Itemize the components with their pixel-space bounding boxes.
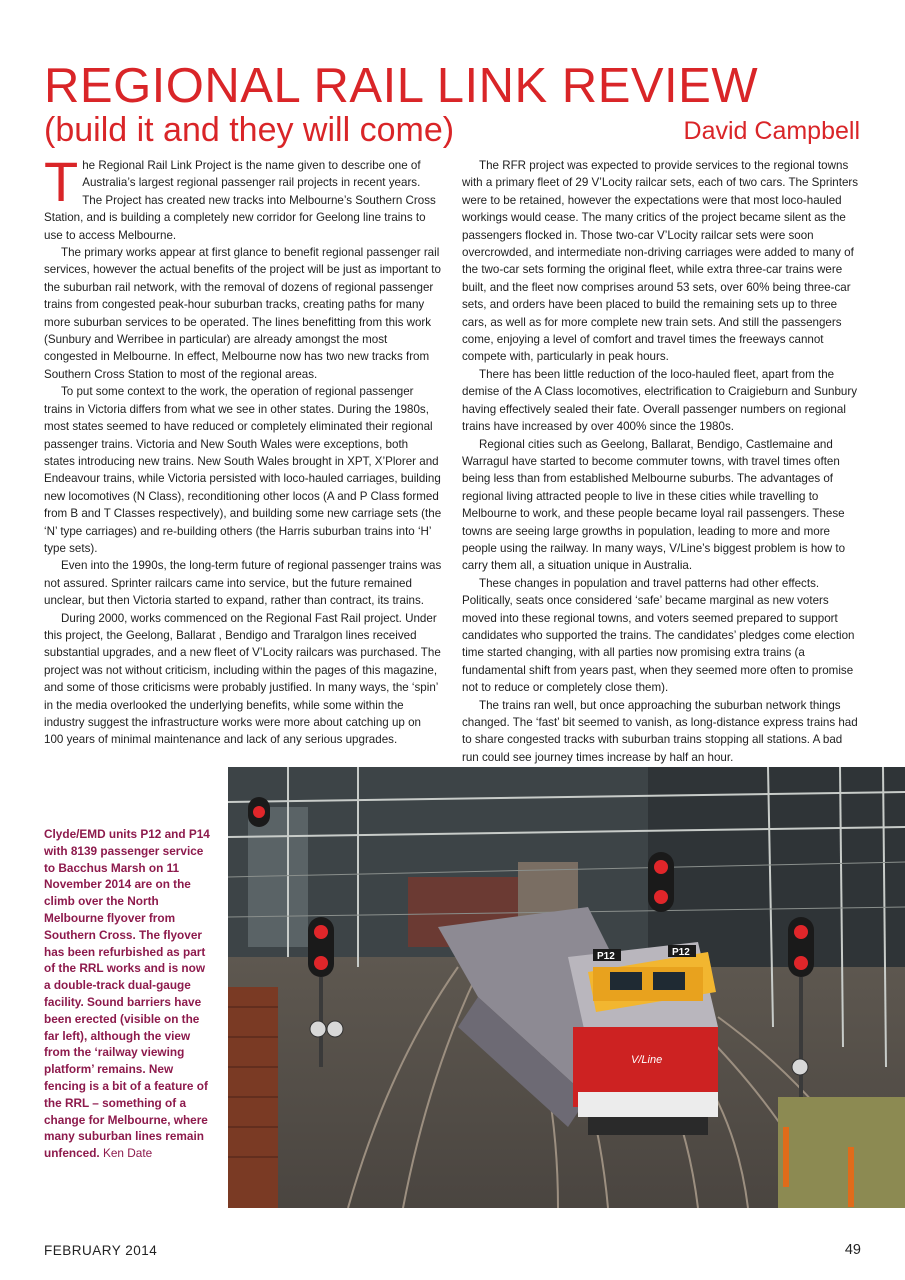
paragraph-text: he Regional Rail Link Project is the name given to describe one of Australia’s largest regional passenger rail projects in recent years. The Project has created new tracks into Melbourne’s Southern Cross Station, and is building a completely new corridor for Geelong line trains to use to access Melbourne. <box>44 159 436 242</box>
article-column-right <box>462 157 860 766</box>
paragraph: The trains ran well, but once approaching the suburban network things changed. The ‘fast’ bit seemed to vanish, as long-distance express trains had to share congested tracks with suburban trains stopping all stations. A bad run could see journey times increase by half an hour. <box>462 698 858 764</box>
paragraph: The primary works appear at first glance to benefit regional passenger rail services, however the actual benefits of the project will be just as important to the suburban rail network, with the removal of dozens of regional passenger trains from congested peak-hour suburban tracks, creating paths for many more suburban services to be operated. The lines benefitting from this work (Sunbury and Werribee in particular) are already amongst the most congested in Melbourne. In effect, Melbourne now has two new tracks from Southern Cross Station to most of the regional areas. <box>44 246 441 381</box>
paragraph: Even into the 1990s, the long-term future of regional passenger trains was not assured. Sprinter railcars came into service, but the future remained unclear, but then Victoria started to expand, rather than contract, its trains. <box>44 559 442 608</box>
article-column-left <box>44 150 442 749</box>
paragraph: Regional cities such as Geelong, Ballarat, Bendigo, Castlemaine and Warragul have started to become commuter towns, with travel times often being less than from established Melbourne suburbs. The advantages of regional living attracted people to live in these cities while travelling to Melbourne to work, and these people became loyal rail passengers. These towns are seeing large growths in population, leading to more and more people using the railway. In many ways, V/Line’s biggest problem is how to carry them all, a situation unique in Australia. <box>462 437 846 573</box>
issue-date: FEBRUARY 2014 <box>44 1243 158 1258</box>
paragraph <box>44 150 442 244</box>
article-subtitle: (build it and they will come) <box>44 111 455 149</box>
train-photo <box>228 767 905 1208</box>
author-byline: David Campbell <box>683 117 860 145</box>
vline-logo: V/Line <box>631 1054 663 1066</box>
loco-number-left: P12 <box>597 951 615 962</box>
paragraph: These changes in population and travel patterns had other effects. Politically, seats once considered ‘safe’ became marginal as new voters moved into these regional towns, and voters seemed prepared to support candidates who supported the trains. The candidates’ pledges come election time started changing, with all parties now promising extra trains (a fundamental shift from years past, when they seemed more often to promise not to reduce or completely close them). <box>462 576 855 695</box>
photo-credit: Ken Date <box>103 1146 153 1161</box>
photo-caption <box>44 826 212 1162</box>
article-title: REGIONAL RAIL LINK REVIEW <box>44 59 759 113</box>
caption-text: Clyde/EMD units P12 and P14 with 8139 passenger service to Bacchus Marsh on 11 November 2014 are on the climb over the North Melbourne flyover from Southern Cross. The flyover has been refurbished as part of the RRL works and is now a double-track dual-gauge facility. Sound barriers have been erected (visible on the far left), although the view from the ‘railway viewing platform’ remains. New fencing is a bit of a feature of the RRL – something of a change for Melbourne, where many suburban lines remain unfenced. <box>44 827 210 1161</box>
paragraph: During 2000, works commenced on the Regional Fast Rail project. Under this project, the Geelong, Ballarat , Bendigo and Traralgon lines received substantial upgrades, and a new fleet of V’Locity railcars was purchased. The project was not without criticism, including within the pages of this magazine, and some of those criticisms were probably justified. In many ways, the ‘spin’ in the media overlooked the underlying benefits, while some within the industry suggest the infrastructure works were more about catching up on 100 years of minimal maintenance and lack of any serious upgrades. <box>44 611 441 747</box>
paragraph: There has been little reduction of the loco-hauled fleet, apart from the demise of the A Class locomotives, electrification to Craigieburn and Sunbury having effectively sealed their fate. Overall passenger numbers on regional trains have increased by over 400% since the 1980s. <box>462 367 858 434</box>
drop-cap: T <box>44 150 79 213</box>
paragraph: The RFR project was expected to provide services to the regional towns with a primary fleet of 29 V’Locity railcar sets, each of two cars. The Sprinters were to be retained, however the expectations were that most loco-hauled workings would cease. The many critics of the project became silent as the passengers flocked in. Those two-car V’Locity railcar sets were soon overcrowded, and intermediate non-driving carriages were added to many of the two-car sets forming the original fleet, while extra three-car trains were built, and the fleet now comprises around 53 sets, over 60% being three-car sets, and orders have been placed to build the remaining sets up to three cars, as well as for more complete new train sets. And still the passengers come, enjoying a level of comfort and travel times the freeways cannot compete with, particularly in peak hours. <box>462 159 859 364</box>
loco-number-right: P12 <box>672 947 690 958</box>
page-number: 49 <box>844 1242 861 1258</box>
paragraph: To put some context to the work, the operation of regional passenger trains in Victoria differs from what we see in other states. During the 1980s, most states seemed to have reduced or completely eliminated their regional passenger trains. Victoria and New South Wales were exceptions, both states introducing new trains. New South Wales brought in XPT, X’Plorer and Endeavour trains, while Victoria persisted with loco-hauled carriages, building new locomotives (N Class), reconditioning other locos (A and P Class formed from B and T Classes respectively), and building some new carriage sets (the ‘N’ type carriages) and re-building others (the Harris suburban trains into ‘H’ type sets). <box>44 385 442 555</box>
